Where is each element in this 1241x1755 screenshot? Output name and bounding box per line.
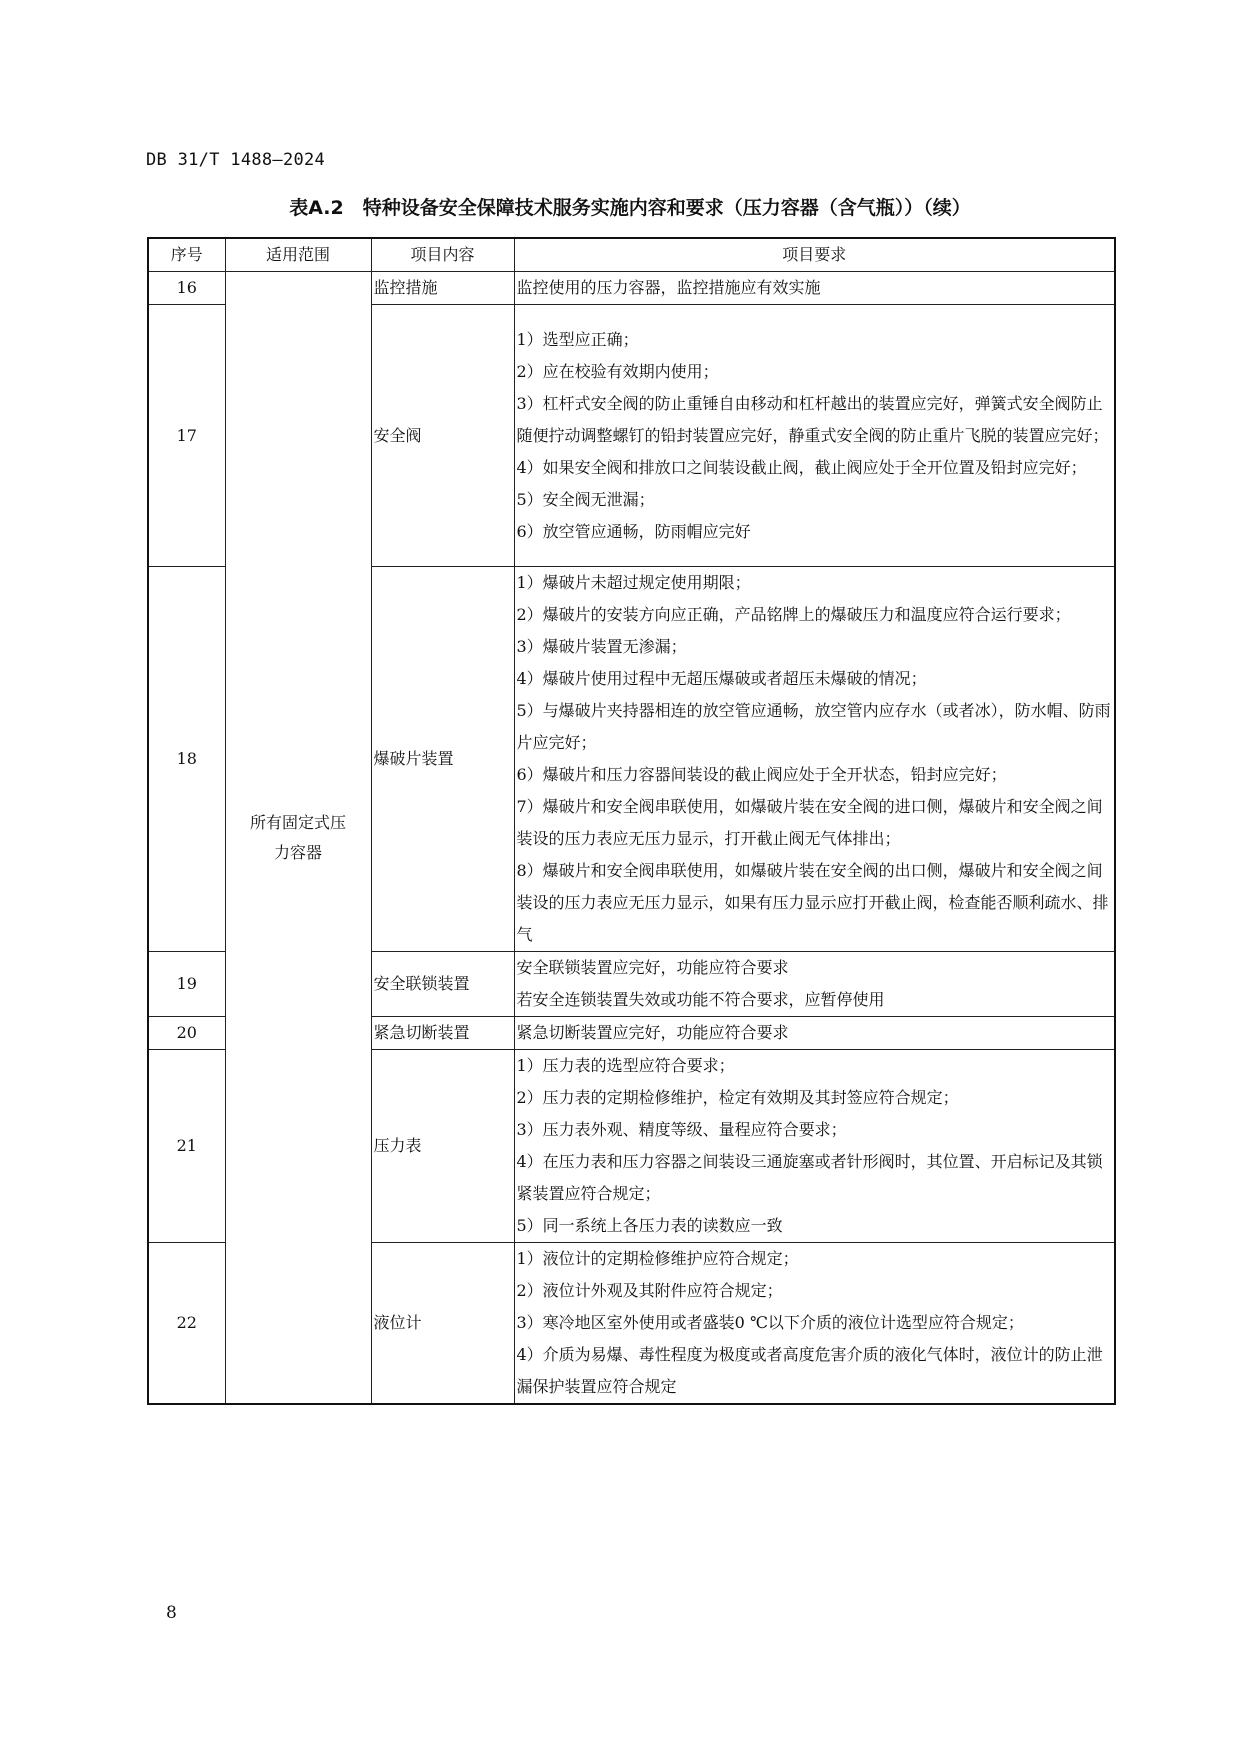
requirement-line: 安全联锁装置应完好，功能应符合要求 bbox=[516, 958, 789, 977]
requirement-line: 5）与爆破片夹持器相连的放空管应通畅，放空管内应存水（或者冰），防水帽、防雨片应完好； bbox=[516, 701, 1111, 752]
header-requirement: 项目要求 bbox=[514, 238, 1115, 272]
row-requirements bbox=[514, 1243, 1115, 1405]
requirement-line: 8）爆破片和安全阀串联使用，如爆破片装在安全阀的出口侧，爆破片和安全阀之间装设的压力表应无压力显示，如果有压力显示应打开截止阀，检查能否顺利疏水、排气 bbox=[516, 861, 1109, 944]
row-seq: 16 bbox=[148, 272, 225, 305]
requirement-line: 3）杠杆式安全阀的防止重锤自由移动和杠杆越出的装置应完好，弹簧式安全阀防止随便拧动调整螺钉的铅封装置应完好，静重式安全阀的防止重片飞脱的装置应完好； bbox=[516, 393, 1109, 445]
page-number: 8 bbox=[166, 1603, 177, 1623]
document-code: DB 31/T 1488—2024 bbox=[146, 150, 326, 170]
row-item: 紧急切断装置 bbox=[371, 1017, 514, 1050]
requirement-line: 4）如果安全阀和排放口之间装设截止阀，截止阀应处于全开位置及铅封应完好； bbox=[516, 457, 1087, 477]
header-item: 项目内容 bbox=[371, 238, 514, 272]
table-title: 表A.2 特种设备安全保障技术服务实施内容和要求（压力容器（含气瓶））（续） bbox=[289, 197, 971, 219]
table-header-row bbox=[148, 238, 1115, 272]
row-requirements bbox=[514, 305, 1115, 567]
requirement-line: 4）爆破片使用过程中无超压爆破或者超压未爆破的情况； bbox=[516, 669, 927, 688]
scope-text: 所有固定式压力容器 bbox=[250, 812, 347, 862]
row-requirements bbox=[514, 567, 1115, 952]
row-item: 安全阀 bbox=[371, 305, 514, 567]
header-seq: 序号 bbox=[148, 238, 225, 272]
requirement-line: 3）压力表外观、精度等级、量程应符合要求； bbox=[516, 1120, 847, 1139]
row-item: 液位计 bbox=[371, 1243, 514, 1405]
requirement-line: 若安全连锁装置失效或功能不符合要求，应暂停使用 bbox=[516, 990, 885, 1009]
row-seq: 18 bbox=[148, 567, 225, 952]
requirement-line: 监控使用的压力容器，监控措施应有效实施 bbox=[516, 278, 821, 297]
scope-cell bbox=[225, 272, 371, 1405]
requirement-line: 2）液位计外观及其附件应符合规定； bbox=[516, 1281, 783, 1300]
row-seq: 20 bbox=[148, 1017, 225, 1050]
row-seq: 17 bbox=[148, 305, 225, 567]
row-requirements bbox=[514, 1017, 1115, 1050]
row-seq: 19 bbox=[148, 952, 225, 1017]
requirement-line: 6）爆破片和压力容器间装设的截止阀应处于全开状态，铅封应完好； bbox=[516, 765, 1007, 784]
requirement-line: 2）压力表的定期检修维护，检定有效期及其封签应符合规定； bbox=[516, 1088, 959, 1107]
requirement-line: 5）同一系统上各压力表的读数应一致 bbox=[516, 1216, 783, 1235]
requirement-line: 4）介质为易爆、毒性程度为极度或者高度危害介质的液化气体时，液位计的防止泄漏保护装置应符合规定 bbox=[516, 1345, 1103, 1396]
row-item: 爆破片装置 bbox=[371, 567, 514, 952]
row-seq: 21 bbox=[148, 1050, 225, 1243]
requirement-line: 5）安全阀无泄漏； bbox=[516, 489, 655, 509]
requirements-table bbox=[147, 237, 1116, 1405]
requirement-line: 2）爆破片的安装方向应正确，产品铭牌上的爆破压力和温度应符合运行要求； bbox=[516, 605, 1071, 624]
row-item: 安全联锁装置 bbox=[371, 952, 514, 1017]
row-seq: 22 bbox=[148, 1243, 225, 1405]
requirement-line: 3）爆破片装置无渗漏； bbox=[516, 637, 687, 656]
requirement-line: 7）爆破片和安全阀串联使用，如爆破片装在安全阀的进口侧，爆破片和安全阀之间装设的压力表应无压力显示，打开截止阀无气体排出； bbox=[516, 797, 1103, 848]
requirement-line: 2）应在校验有效期内使用； bbox=[516, 361, 719, 381]
row-item: 监控措施 bbox=[371, 272, 514, 305]
requirement-line: 紧急切断装置应完好，功能应符合要求 bbox=[516, 1023, 789, 1042]
row-requirements bbox=[514, 1050, 1115, 1243]
row-item: 压力表 bbox=[371, 1050, 514, 1243]
requirement-line: 1）液位计的定期检修维护应符合规定； bbox=[516, 1249, 799, 1268]
row-requirements bbox=[514, 272, 1115, 305]
requirement-line: 1）选型应正确； bbox=[516, 329, 639, 349]
table-row bbox=[148, 272, 1115, 305]
requirement-line: 3）寒冷地区室外使用或者盛装0 ℃以下介质的液位计选型应符合规定； bbox=[516, 1313, 1024, 1332]
row-requirements bbox=[514, 952, 1115, 1017]
requirement-line: 4）在压力表和压力容器之间装设三通旋塞或者针形阀时，其位置、开启标记及其锁紧装置应符合规定； bbox=[516, 1152, 1103, 1203]
header-scope: 适用范围 bbox=[225, 238, 371, 272]
requirement-line: 1）压力表的选型应符合要求； bbox=[516, 1056, 735, 1075]
requirement-line: 1）爆破片未超过规定使用期限； bbox=[516, 573, 751, 592]
requirement-line: 6）放空管应通畅，防雨帽应完好 bbox=[516, 521, 751, 541]
